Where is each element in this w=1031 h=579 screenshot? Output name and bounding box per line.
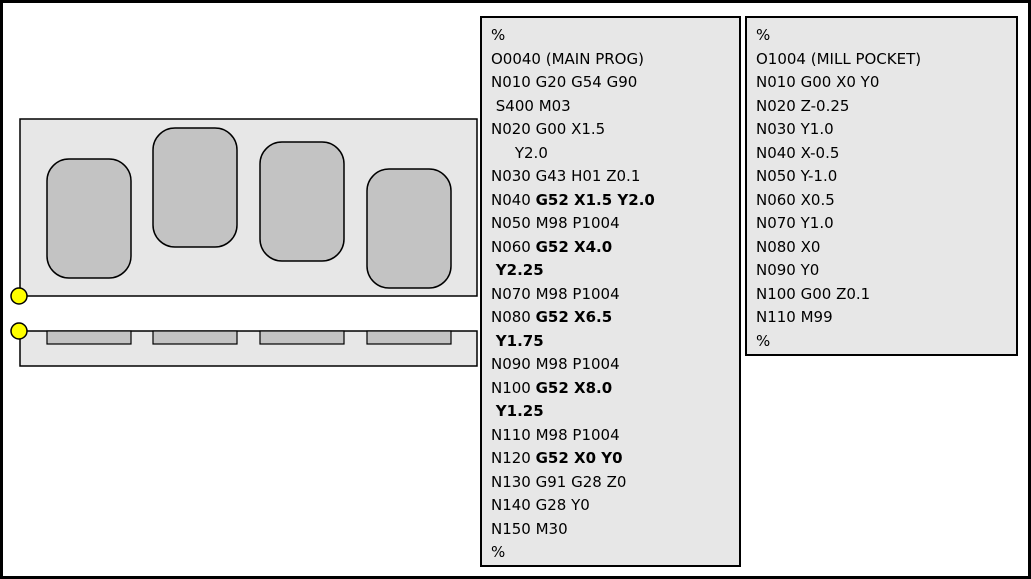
main-program-line	[491, 283, 730, 307]
main-program-line	[491, 212, 730, 236]
code-token: N080 X0	[756, 237, 821, 256]
pocket-2	[153, 128, 237, 247]
code-token: %	[491, 26, 506, 44]
main-program-line	[491, 165, 730, 189]
main-program-line	[491, 541, 730, 565]
code-token: N070 M98 P1004	[491, 284, 620, 303]
code-token: N010 G00 X0 Y0	[756, 73, 880, 91]
code-token: N110 M99	[756, 308, 833, 326]
code-token: N090 M98 P1004	[491, 355, 620, 373]
main-program-line	[491, 518, 730, 542]
code-token: N060	[491, 237, 536, 256]
main-program-line	[491, 71, 730, 95]
subprogram-line	[756, 24, 1007, 48]
code-bold-token: Y1.75	[495, 331, 544, 350]
pocket-3	[260, 142, 344, 261]
subprogram-line	[756, 48, 1007, 72]
code-bold-token: G52 X0 Y0	[535, 449, 623, 467]
code-token: N050 Y-1.0	[756, 167, 838, 185]
code-token: N100 G00 Z0.1	[756, 284, 871, 303]
main-program-panel	[480, 16, 741, 567]
main-program-line	[491, 353, 730, 377]
main-program-line	[491, 236, 730, 260]
code-bold-token: Y1.25	[495, 402, 544, 420]
subprogram-line	[756, 189, 1007, 213]
code-token: N090 Y0	[756, 261, 820, 279]
subprogram-line	[756, 165, 1007, 189]
code-token: %	[756, 26, 771, 44]
code-token: %	[491, 543, 506, 561]
code-token: N030 Y1.0	[756, 120, 834, 138]
datum-marker-top-view	[11, 288, 27, 304]
subprogram-panel	[745, 16, 1018, 356]
main-program-line	[491, 118, 730, 142]
code-bold-token: Y2.25	[495, 261, 544, 279]
subprogram-line	[756, 95, 1007, 119]
main-program-line	[491, 259, 730, 283]
pocket-depth-3	[260, 331, 344, 344]
code-bold-token: G52 X4.0	[535, 237, 613, 256]
main-program-line	[491, 400, 730, 424]
pocket-depth-1	[47, 331, 131, 344]
code-token: N020 G00 X1.5	[491, 120, 606, 138]
subprogram-line	[756, 142, 1007, 166]
subprogram-line	[756, 330, 1007, 354]
code-token: N020 Z-0.25	[756, 96, 850, 115]
main-program-line	[491, 377, 730, 401]
subprogram-line	[756, 283, 1007, 307]
main-program-line	[491, 424, 730, 448]
code-token: Y2.0	[491, 143, 548, 162]
main-program-line	[491, 471, 730, 495]
subprogram-line	[756, 306, 1007, 330]
code-bold-token: G52 X6.5	[535, 308, 613, 326]
code-token: O0040 (MAIN PROG)	[491, 49, 644, 68]
code-token: O1004 (MILL POCKET)	[756, 49, 922, 68]
code-token: N100	[491, 378, 536, 397]
pocket-depth-2	[153, 331, 237, 344]
main-program-line	[491, 306, 730, 330]
main-program-line	[491, 447, 730, 471]
code-token: N140 G28 Y0	[491, 496, 590, 514]
code-token: N120	[491, 449, 536, 467]
code-bold-token: G52 X1.5 Y2.0	[535, 190, 655, 209]
code-bold-token: G52 X8.0	[535, 378, 613, 397]
main-program-line	[491, 48, 730, 72]
code-token: N010 G20 G54 G90	[491, 73, 638, 91]
subprogram-line	[756, 118, 1007, 142]
code-token: N110 M98 P1004	[491, 425, 620, 444]
code-token: N060 X0.5	[756, 190, 835, 209]
code-token: N070 Y1.0	[756, 214, 834, 232]
code-token: N130 G91 G28 Z0	[491, 472, 627, 491]
code-token: N040 X-0.5	[756, 143, 840, 162]
main-program-line	[491, 189, 730, 213]
code-token: S400 M03	[491, 96, 571, 115]
subprogram-line	[756, 259, 1007, 283]
pocket-depth-4	[367, 331, 451, 344]
subprogram-line	[756, 212, 1007, 236]
subprogram-line	[756, 236, 1007, 260]
code-token: N040	[491, 190, 536, 209]
datum-marker-side-view	[11, 323, 27, 339]
subprogram-line	[756, 71, 1007, 95]
main-program-line	[491, 24, 730, 48]
code-token: N050 M98 P1004	[491, 214, 620, 232]
main-program-line	[491, 142, 730, 166]
pocket-1	[47, 159, 131, 278]
main-program-line	[491, 95, 730, 119]
pocket-4	[367, 169, 451, 288]
main-program-line	[491, 330, 730, 354]
main-program-line	[491, 494, 730, 518]
code-token: N150 M30	[491, 519, 568, 538]
code-token: %	[756, 331, 771, 350]
code-token: N080	[491, 308, 536, 326]
code-token: N030 G43 H01 Z0.1	[491, 167, 641, 185]
